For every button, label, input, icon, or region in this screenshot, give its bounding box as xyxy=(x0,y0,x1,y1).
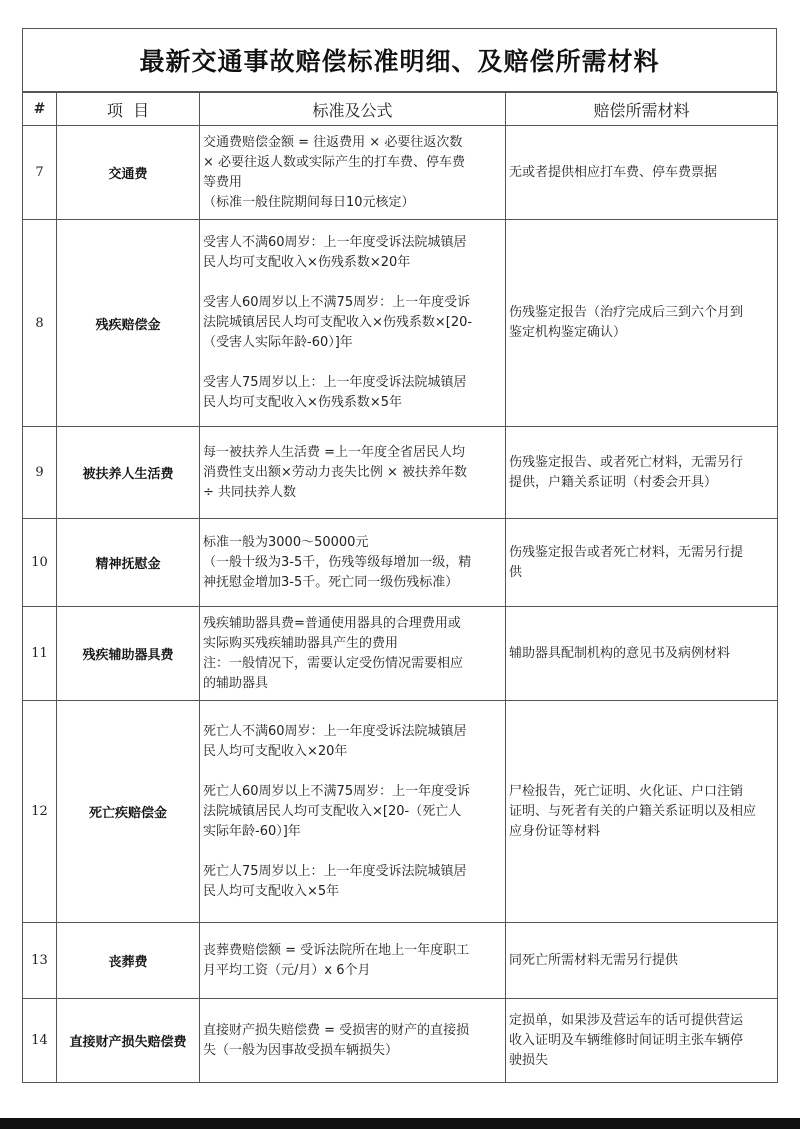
formula-text: 受害人不满60周岁：上一年度受诉法院城镇居 民人均可支配收入×伤残系数×20年 xyxy=(203,235,467,270)
row-materials: 伤残鉴定报告、或者死亡材料，无需另行 提供，户籍关系证明（村委会开具） xyxy=(506,427,778,519)
table-row xyxy=(23,923,778,999)
row-materials: 伤残鉴定报告（治疗完成后三到六个月到 鉴定机构鉴定确认） xyxy=(506,220,778,427)
compensation-table xyxy=(22,92,778,1083)
table-row xyxy=(23,999,778,1083)
column-header-num: # xyxy=(23,93,57,126)
formula-text: 丧葬费赔偿额 = 受诉法院所在地上一年度职工 月平均工资（元/月）x 6个月 xyxy=(203,942,470,978)
compensation-document xyxy=(22,28,777,1083)
column-header-item: 项 目 xyxy=(57,93,200,126)
row-formula xyxy=(200,701,506,923)
formula-text: 交通费赔偿金额 = 往返费用 × 必要往返次数 × 必要往返人数或实际产生的打车费、停车费 等费用 （标准一般住院期间每日10元核定） xyxy=(203,134,466,210)
row-formula xyxy=(200,427,506,519)
document-title: 最新交通事故赔偿标准明细、及赔偿所需材料 xyxy=(22,28,777,92)
table-row xyxy=(23,701,778,923)
row-item: 残疾辅助器具费 xyxy=(57,607,200,701)
formula-text: 残疾辅助器具费=普通使用器具的合理费用或 实际购买残疾辅助器具产生的费用 注：一般情况下，需要认定受伤情况需要相应 的辅助器具 xyxy=(203,615,464,691)
row-formula xyxy=(200,999,506,1083)
row-number: 9 xyxy=(23,427,57,519)
row-number: 8 xyxy=(23,220,57,427)
row-number: 10 xyxy=(23,519,57,607)
column-header-materials: 赔偿所需材料 xyxy=(506,93,778,126)
formula-text: 受害人75周岁以上：上一年度受诉法院城镇居 民人均可支配收入×伤残系数×5年 xyxy=(203,375,467,410)
table-header-row xyxy=(23,93,778,126)
row-number: 14 xyxy=(23,999,57,1083)
row-materials: 尸检报告，死亡证明、火化证、户口注销 证明、与死者有关的户籍关系证明以及相应 应身份证等材料 xyxy=(506,701,778,923)
row-materials: 伤残鉴定报告或者死亡材料，无需另行提 供 xyxy=(506,519,778,607)
row-item: 精神抚慰金 xyxy=(57,519,200,607)
row-formula xyxy=(200,126,506,220)
row-number: 12 xyxy=(23,701,57,923)
bottom-edge-bar xyxy=(0,1118,800,1129)
row-number: 7 xyxy=(23,126,57,220)
formula-text: 死亡人不满60周岁：上一年度受诉法院城镇居 民人均可支配收入×20年 xyxy=(203,723,467,759)
row-materials: 同死亡所需材料无需另行提供 xyxy=(506,923,778,999)
row-item: 残疾赔偿金 xyxy=(57,220,200,427)
row-materials: 定损单，如果涉及营运车的话可提供营运 收入证明及车辆维修时间证明主张车辆停 驶损失 xyxy=(506,999,778,1083)
table-row xyxy=(23,607,778,701)
table-row xyxy=(23,427,778,519)
table-row xyxy=(23,126,778,220)
formula-text: 死亡人60周岁以上不满75周岁：上一年度受诉 法院城镇居民人均可支配收入×[20-（死亡人 实际年龄-60）]年 xyxy=(203,783,471,839)
row-materials: 无或者提供相应打车费、停车费票据 xyxy=(506,126,778,220)
row-number: 13 xyxy=(23,923,57,999)
formula-text: 标准一般为3000～50000元 （一般十级为3-5千，伤残等级每增加一级，精 神抚慰金增加3-5千。死亡同一级伤残标准） xyxy=(203,534,472,590)
formula-text: 受害人60周岁以上不满75周岁：上一年度受诉 法院城镇居民人均可支配收入×伤残系数×[20- （受害人实际年龄-60）]年 xyxy=(203,295,473,350)
row-materials: 辅助器具配制机构的意见书及病例材料 xyxy=(506,607,778,701)
row-formula xyxy=(200,220,506,427)
formula-text: 直接财产损失赔偿费 = 受损害的财产的直接损 失（一般为因事故受损车辆损失） xyxy=(203,1022,470,1058)
row-formula xyxy=(200,519,506,607)
formula-text: 死亡人75周岁以上：上一年度受诉法院城镇居 民人均可支配收入×5年 xyxy=(203,863,467,899)
row-item: 直接财产损失赔偿费 xyxy=(57,999,200,1083)
formula-text: 每一被扶养人生活费 =上一年度全省居民人均 消费性支出额×劳动力丧失比例 × 被扶养年数 ÷ 共同扶养人数 xyxy=(203,444,468,500)
column-header-formula: 标准及公式 xyxy=(200,93,506,126)
row-item: 丧葬费 xyxy=(57,923,200,999)
row-item: 交通费 xyxy=(57,126,200,220)
row-item: 死亡疾赔偿金 xyxy=(57,701,200,923)
table-row xyxy=(23,220,778,427)
table-row xyxy=(23,519,778,607)
row-formula xyxy=(200,923,506,999)
row-item: 被扶养人生活费 xyxy=(57,427,200,519)
row-number: 11 xyxy=(23,607,57,701)
row-formula xyxy=(200,607,506,701)
